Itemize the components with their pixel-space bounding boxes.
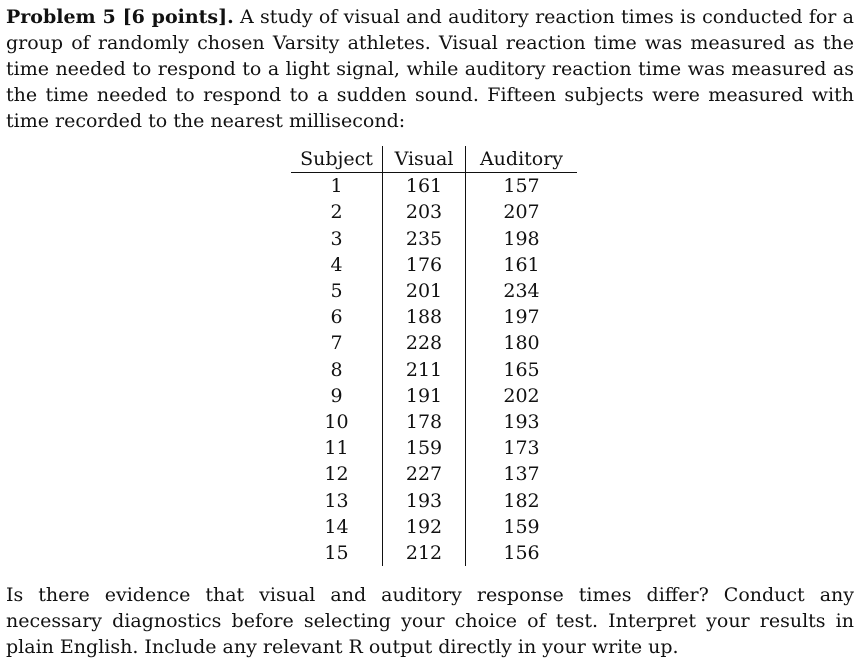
cell-visual: 227 [383, 461, 466, 487]
cell-subject: 15 [324, 542, 349, 565]
cell-visual: 188 [383, 304, 466, 330]
cell-auditory: 161 [466, 252, 578, 278]
cell-subject: 5 [330, 280, 343, 303]
cell-visual: 176 [383, 252, 466, 278]
table-row [291, 278, 577, 304]
cell-subject: 7 [330, 332, 343, 355]
cell-visual: 193 [383, 488, 466, 514]
table-row [291, 514, 577, 540]
cell-subject: 8 [330, 358, 343, 381]
table-row [291, 383, 577, 409]
cell-visual: 191 [383, 383, 466, 409]
cell-subject: 4 [330, 253, 343, 276]
cell-auditory: 156 [466, 540, 578, 566]
problem-heading: Problem 5 [6 points]. [6, 6, 234, 28]
problem-intro [6, 4, 854, 134]
cell-visual: 211 [383, 357, 466, 383]
table-row [291, 435, 577, 461]
table-row [291, 330, 577, 356]
cell-visual: 201 [383, 278, 466, 304]
header-subject: Subject [291, 146, 383, 173]
cell-subject: 12 [324, 463, 349, 486]
cell-auditory: 159 [466, 514, 578, 540]
table-row [291, 199, 577, 225]
cell-auditory: 173 [466, 435, 578, 461]
cell-auditory: 157 [466, 173, 578, 200]
cell-auditory: 137 [466, 461, 578, 487]
cell-visual: 203 [383, 199, 466, 225]
cell-visual: 235 [383, 226, 466, 252]
cell-subject: 13 [324, 489, 349, 512]
cell-visual: 178 [383, 409, 466, 435]
header-auditory: Auditory [466, 146, 578, 173]
cell-visual: 228 [383, 330, 466, 356]
table-row [291, 252, 577, 278]
header-visual: Visual [383, 146, 466, 173]
table-row [291, 173, 577, 200]
cell-auditory: 198 [466, 226, 578, 252]
problem-intro-text: A study of visual and auditory reaction times is conducted for a group of randomly chosen Varsity athletes. Visual reaction time was measured as the time needed to respond to a light signal, while auditory reaction time was measured as the time needed to respond to a sudden sound. Fifteen subjects were measured with time recorded to the nearest millisecond: [6, 6, 855, 132]
cell-visual: 212 [383, 540, 466, 566]
cell-auditory: 165 [466, 357, 578, 383]
table-row [291, 540, 577, 566]
cell-subject: 14 [324, 515, 349, 538]
cell-subject: 10 [324, 411, 349, 434]
cell-auditory: 182 [466, 488, 578, 514]
table-row [291, 488, 577, 514]
cell-subject: 3 [330, 227, 343, 250]
cell-auditory: 202 [466, 383, 578, 409]
reaction-times-table [291, 146, 577, 566]
cell-visual: 159 [383, 435, 466, 461]
cell-subject: 9 [330, 384, 343, 407]
cell-auditory: 193 [466, 409, 578, 435]
table-row [291, 357, 577, 383]
cell-visual: 161 [383, 173, 466, 200]
table-row [291, 304, 577, 330]
cell-subject: 6 [330, 306, 343, 329]
table-row [291, 226, 577, 252]
table-header-row [291, 146, 577, 173]
cell-auditory: 197 [466, 304, 578, 330]
cell-subject: 1 [330, 175, 343, 198]
cell-subject: 2 [330, 201, 343, 224]
table-row [291, 461, 577, 487]
cell-visual: 192 [383, 514, 466, 540]
table-body [291, 173, 577, 567]
cell-subject: 11 [324, 437, 349, 460]
cell-auditory: 234 [466, 278, 578, 304]
table-row [291, 409, 577, 435]
problem-question: Is there evidence that visual and auditory response times differ? Conduct any necessary diagnostics before selecting your choice of test. Interpret your results in plain English. Include any relevant R output directly in your write up. [6, 584, 854, 658]
cell-auditory: 207 [466, 199, 578, 225]
cell-auditory: 180 [466, 330, 578, 356]
